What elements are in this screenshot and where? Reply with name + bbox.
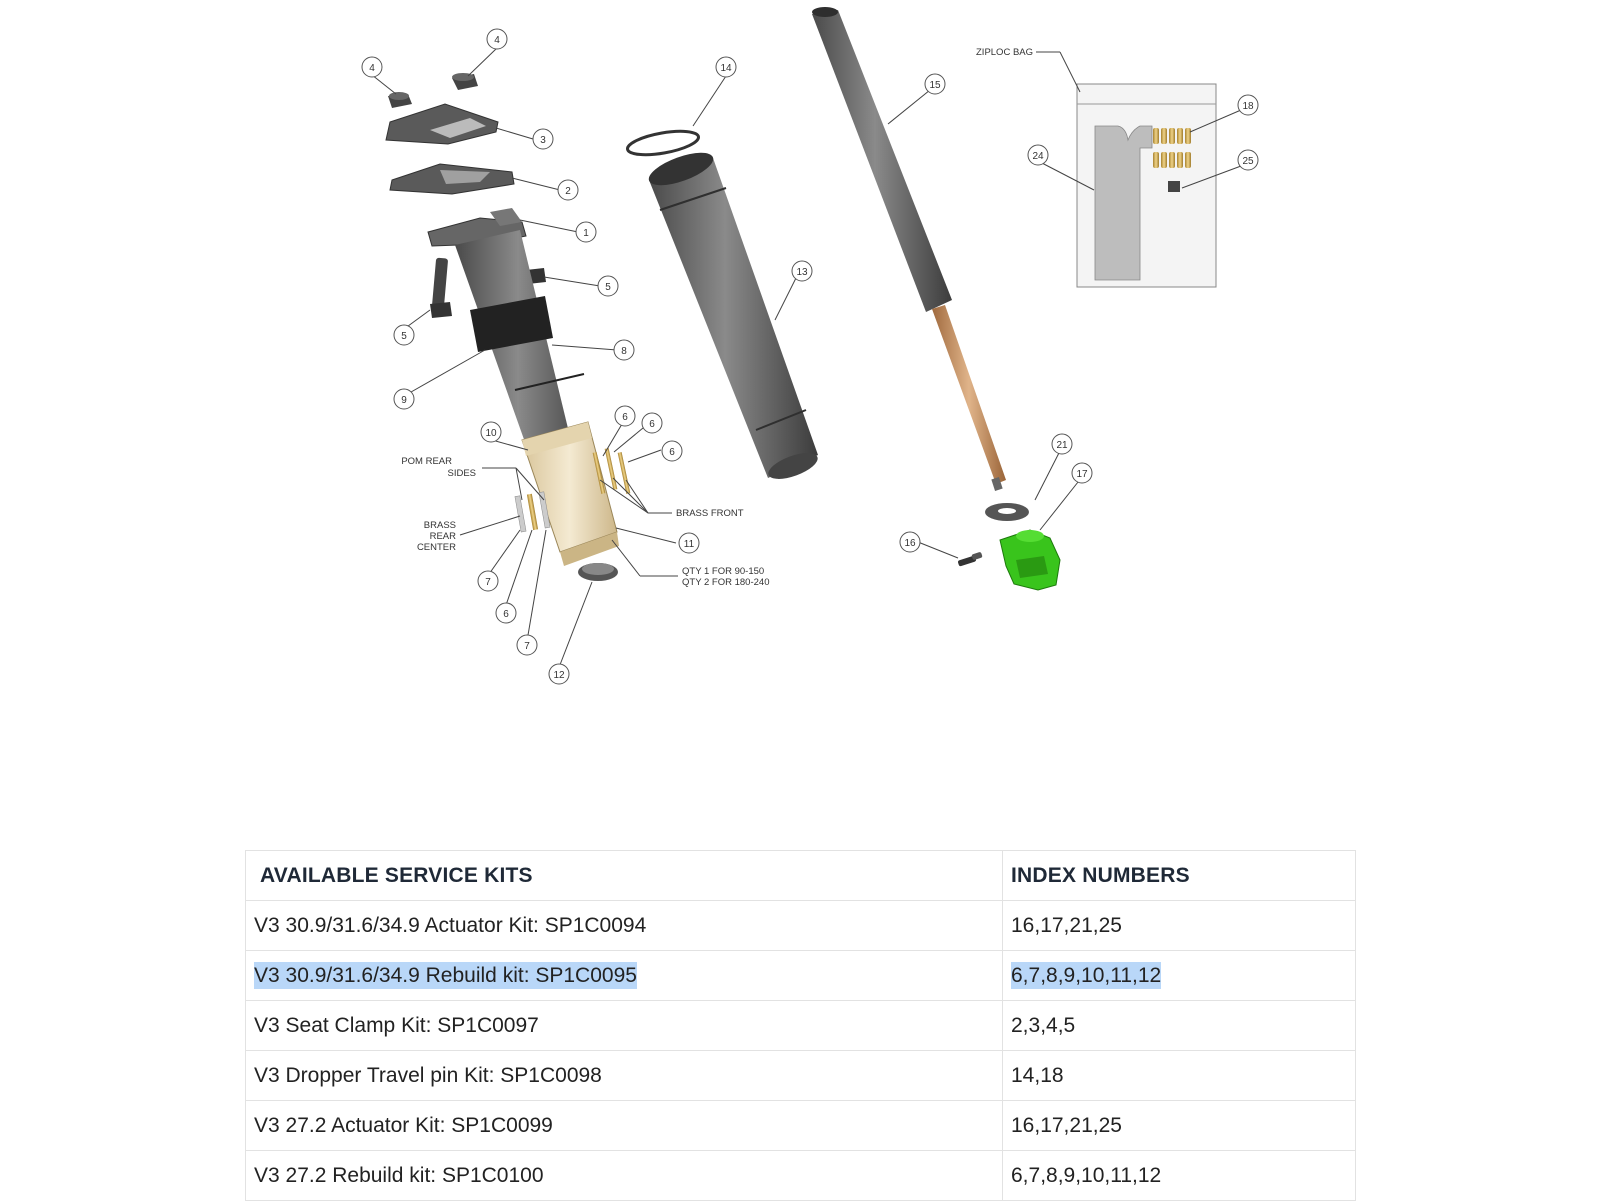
pom-rear-sides-label-1: POM REAR: [401, 456, 452, 467]
index-cell[interactable]: [1003, 901, 1356, 951]
part-2-clamp-bottom: [390, 164, 514, 194]
callout-7b: [517, 635, 537, 655]
callout-6a: [615, 406, 635, 426]
callout-8: [614, 340, 634, 360]
svg-text:10: 10: [485, 428, 497, 439]
kit-cell[interactable]: [246, 901, 1003, 951]
svg-text:5: 5: [401, 331, 407, 342]
callout-6d: [496, 603, 516, 623]
qty-label-2: QTY 2 FOR 180-240: [682, 577, 770, 588]
header-available-service-kits: AVAILABLE SERVICE KITS: [246, 851, 1003, 901]
callout-6b: [642, 413, 662, 433]
kit-name[interactable]: V3 Dropper Travel pin Kit: SP1C0098: [254, 1063, 602, 1087]
table-body: [246, 901, 1356, 1201]
service-kits-table: [245, 850, 1356, 1201]
svg-text:17: 17: [1076, 469, 1088, 480]
callout-21: [1052, 434, 1072, 454]
table-row: [246, 1101, 1356, 1151]
table-row: [246, 1151, 1356, 1201]
part-10-collar: [522, 422, 619, 566]
index-numbers[interactable]: 16,17,21,25: [1011, 913, 1122, 937]
svg-text:24: 24: [1032, 151, 1044, 162]
index-cell[interactable]: [1003, 1101, 1356, 1151]
index-numbers[interactable]: 16,17,21,25: [1011, 1113, 1122, 1137]
part-12-ring: [578, 563, 618, 581]
index-cell[interactable]: [1003, 1051, 1356, 1101]
callout-18: [1238, 95, 1258, 115]
callout-25: [1238, 150, 1258, 170]
svg-text:6: 6: [669, 447, 675, 458]
callout-9: [394, 389, 414, 409]
kit-cell[interactable]: [246, 1101, 1003, 1151]
svg-text:11: 11: [683, 539, 695, 550]
svg-text:4: 4: [494, 35, 500, 46]
svg-text:6: 6: [503, 609, 509, 620]
callout-5b: [394, 325, 414, 345]
svg-text:2: 2: [565, 186, 571, 197]
index-cell[interactable]: [1003, 1151, 1356, 1201]
svg-text:15: 15: [929, 80, 941, 91]
part-15-cartridge: [812, 7, 1006, 491]
index-numbers[interactable]: 14,18: [1011, 1063, 1064, 1087]
callout-1: [576, 222, 596, 242]
svg-text:6: 6: [622, 412, 628, 423]
svg-text:14: 14: [720, 63, 732, 74]
table-header-row: [246, 851, 1356, 901]
callout-4b: [487, 29, 507, 49]
part-4-nut-left: [388, 92, 412, 108]
brass-rear-center-label-1: BRASS: [423, 520, 456, 531]
part-13-outer-tube: [645, 146, 821, 484]
svg-text:5: 5: [605, 282, 611, 293]
table-row-selected: [246, 951, 1356, 1001]
header-index-numbers: INDEX NUMBERS: [1003, 851, 1356, 901]
kit-name[interactable]: V3 27.2 Actuator Kit: SP1C0099: [254, 1113, 553, 1137]
svg-text:16: 16: [904, 538, 916, 549]
callout-3: [533, 129, 553, 149]
part-17-actuator: [1000, 530, 1060, 590]
kit-cell[interactable]: [246, 1051, 1003, 1101]
kit-cell[interactable]: [246, 1151, 1003, 1201]
callout-13: [792, 261, 812, 281]
callout-5a: [598, 276, 618, 296]
callout-7a: [478, 571, 498, 591]
svg-text:21: 21: [1056, 440, 1068, 451]
kit-name[interactable]: V3 Seat Clamp Kit: SP1C0097: [254, 1013, 539, 1037]
table-row: [246, 901, 1356, 951]
qty-label-1: QTY 1 FOR 90-150: [682, 566, 765, 577]
svg-text:4: 4: [369, 63, 375, 74]
svg-text:13: 13: [796, 267, 808, 278]
callout-17: [1072, 463, 1092, 483]
kit-name[interactable]: V3 27.2 Rebuild kit: SP1C0100: [254, 1163, 544, 1187]
callout-16: [900, 532, 920, 552]
kit-cell[interactable]: [246, 1001, 1003, 1051]
index-cell[interactable]: [1003, 1001, 1356, 1051]
callout-15: [925, 74, 945, 94]
ziploc-bag-label: ZIPLOC BAG: [976, 47, 1034, 58]
ziploc-bag: [1077, 84, 1216, 287]
index-numbers[interactable]: 6,7,8,9,10,11,12: [1011, 1163, 1162, 1187]
svg-text:7: 7: [524, 641, 530, 652]
brass-rear-center-label-3: CENTER: [416, 542, 456, 553]
part-4-nut-right: [452, 73, 478, 90]
callout-4a: [362, 57, 382, 77]
callout-14: [716, 57, 736, 77]
svg-text:25: 25: [1242, 156, 1254, 167]
part-3-clamp-top: [386, 104, 498, 144]
svg-text:3: 3: [540, 135, 546, 146]
kit-cell[interactable]: [246, 951, 1003, 1001]
table-row: [246, 1051, 1356, 1101]
kit-name[interactable]: V3 30.9/31.6/34.9 Actuator Kit: SP1C0094: [254, 913, 647, 937]
callout-10: [481, 422, 501, 442]
callout-11: [679, 533, 699, 553]
callout-6c: [662, 441, 682, 461]
index-numbers[interactable]: 2,3,4,5: [1011, 1013, 1076, 1037]
svg-text:1: 1: [583, 228, 589, 239]
part-16-screw: [958, 552, 983, 567]
part-5-bolt-left: [430, 258, 452, 318]
part-25-grub: [1168, 181, 1180, 192]
index-numbers-selected[interactable]: 6,7,8,9,10,11,12: [1011, 963, 1162, 987]
svg-text:6: 6: [649, 419, 655, 430]
callout-12: [549, 664, 569, 684]
svg-text:18: 18: [1242, 101, 1254, 112]
table-row: [246, 1001, 1356, 1051]
callout-24: [1028, 145, 1048, 165]
svg-text:8: 8: [621, 346, 627, 357]
svg-text:7: 7: [485, 577, 491, 588]
callout-2: [558, 180, 578, 200]
svg-text:12: 12: [553, 670, 565, 681]
pins-rear: [515, 492, 550, 532]
brass-rear-center-label-2: REAR: [429, 531, 456, 542]
index-cell[interactable]: [1003, 951, 1356, 1001]
kit-name-selected[interactable]: V3 30.9/31.6/34.9 Rebuild kit: SP1C0095: [254, 963, 637, 987]
svg-text:9: 9: [401, 395, 407, 406]
pom-rear-sides-label-2: SIDES: [447, 468, 476, 479]
brass-front-label: BRASS FRONT: [676, 508, 744, 519]
